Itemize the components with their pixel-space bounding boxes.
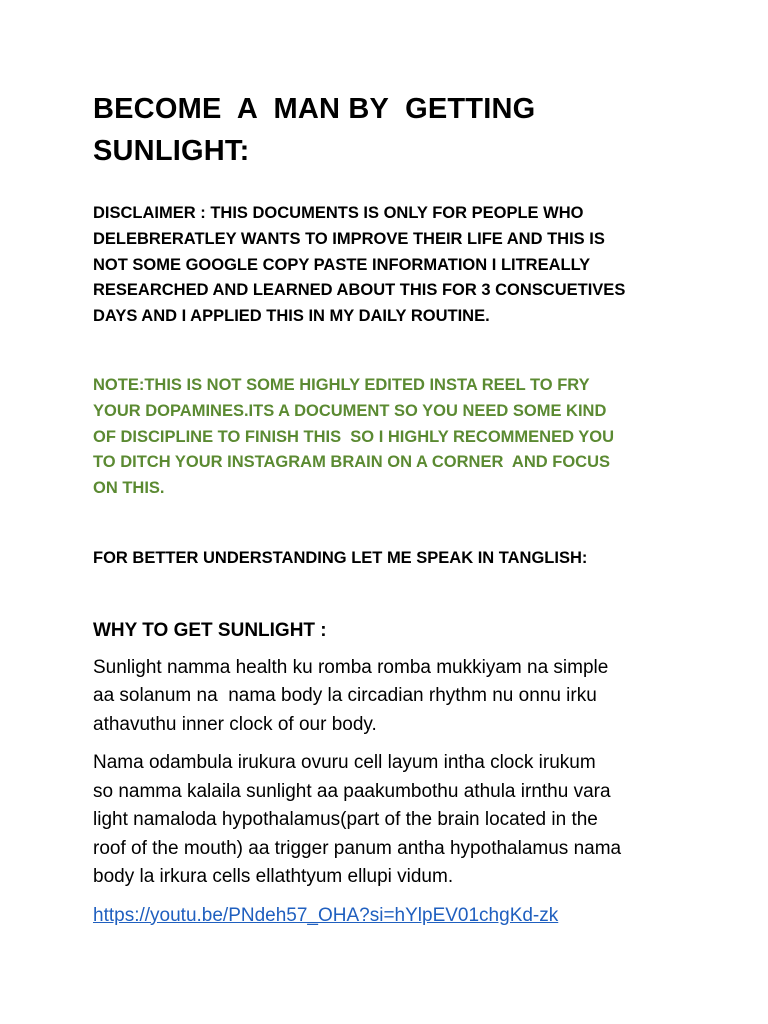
disclaimer-paragraph: DISCLAIMER : THIS DOCUMENTS IS ONLY FOR PEOPLE WHO DELEBRERATLEY WANTS TO IMPROVE THEIR LIFE AND THIS IS NOT SOME GOOGLE COPY PASTE INFORMATION I LITREALLY RESEARCHED AND LEARNED ABOUT THIS FOR 3 CONSCUETIVES DAYS AND I APPLIED THIS IN MY DAILY ROUTINE. [93, 204, 626, 326]
tanglish-line: FOR BETTER UNDERSTANDING LET ME SPEAK IN TANGLISH: [93, 548, 588, 567]
note-paragraph: NOTE:THIS IS NOT SOME HIGHLY EDITED INSTA REEL TO FRY YOUR DOPAMINES.ITS A DOCUMENT SO YOU NEED SOME KIND OF DISCIPLINE TO FINISH THIS SO I HIGHLY RECOMMENED YOU TO DITCH YOUR INSTAGRAM BRAIN ON A CORNER AND FOCUS ON THIS. [93, 375, 615, 498]
body-paragraph-1: Sunlight namma health ku romba romba mukkiyam na simple aa solanum na nama body la circadian rhythm nu onnu irku athavuthu inner clock of our body. [93, 656, 609, 735]
document-title: BECOME A MAN BY GETTING SUNLIGHT: [93, 93, 536, 167]
section-heading: WHY TO GET SUNLIGHT : [93, 619, 327, 641]
body-paragraph-2: Nama odambula irukura ovuru cell layum intha clock irukum so namma kalaila sunlight aa paakumbothu athula irnthu vara light namaloda hypothalamus(part of the brain located in the roof of the mouth) aa trigger panum antha hypothalamus nama body la irkura cells ellathtyum ellupi vidum. [93, 752, 622, 888]
youtube-link[interactable]: https://youtu.be/PNdeh57_OHA?si=hYlpEV01chgKd-zk [93, 904, 559, 926]
document-page [93, 88, 683, 930]
